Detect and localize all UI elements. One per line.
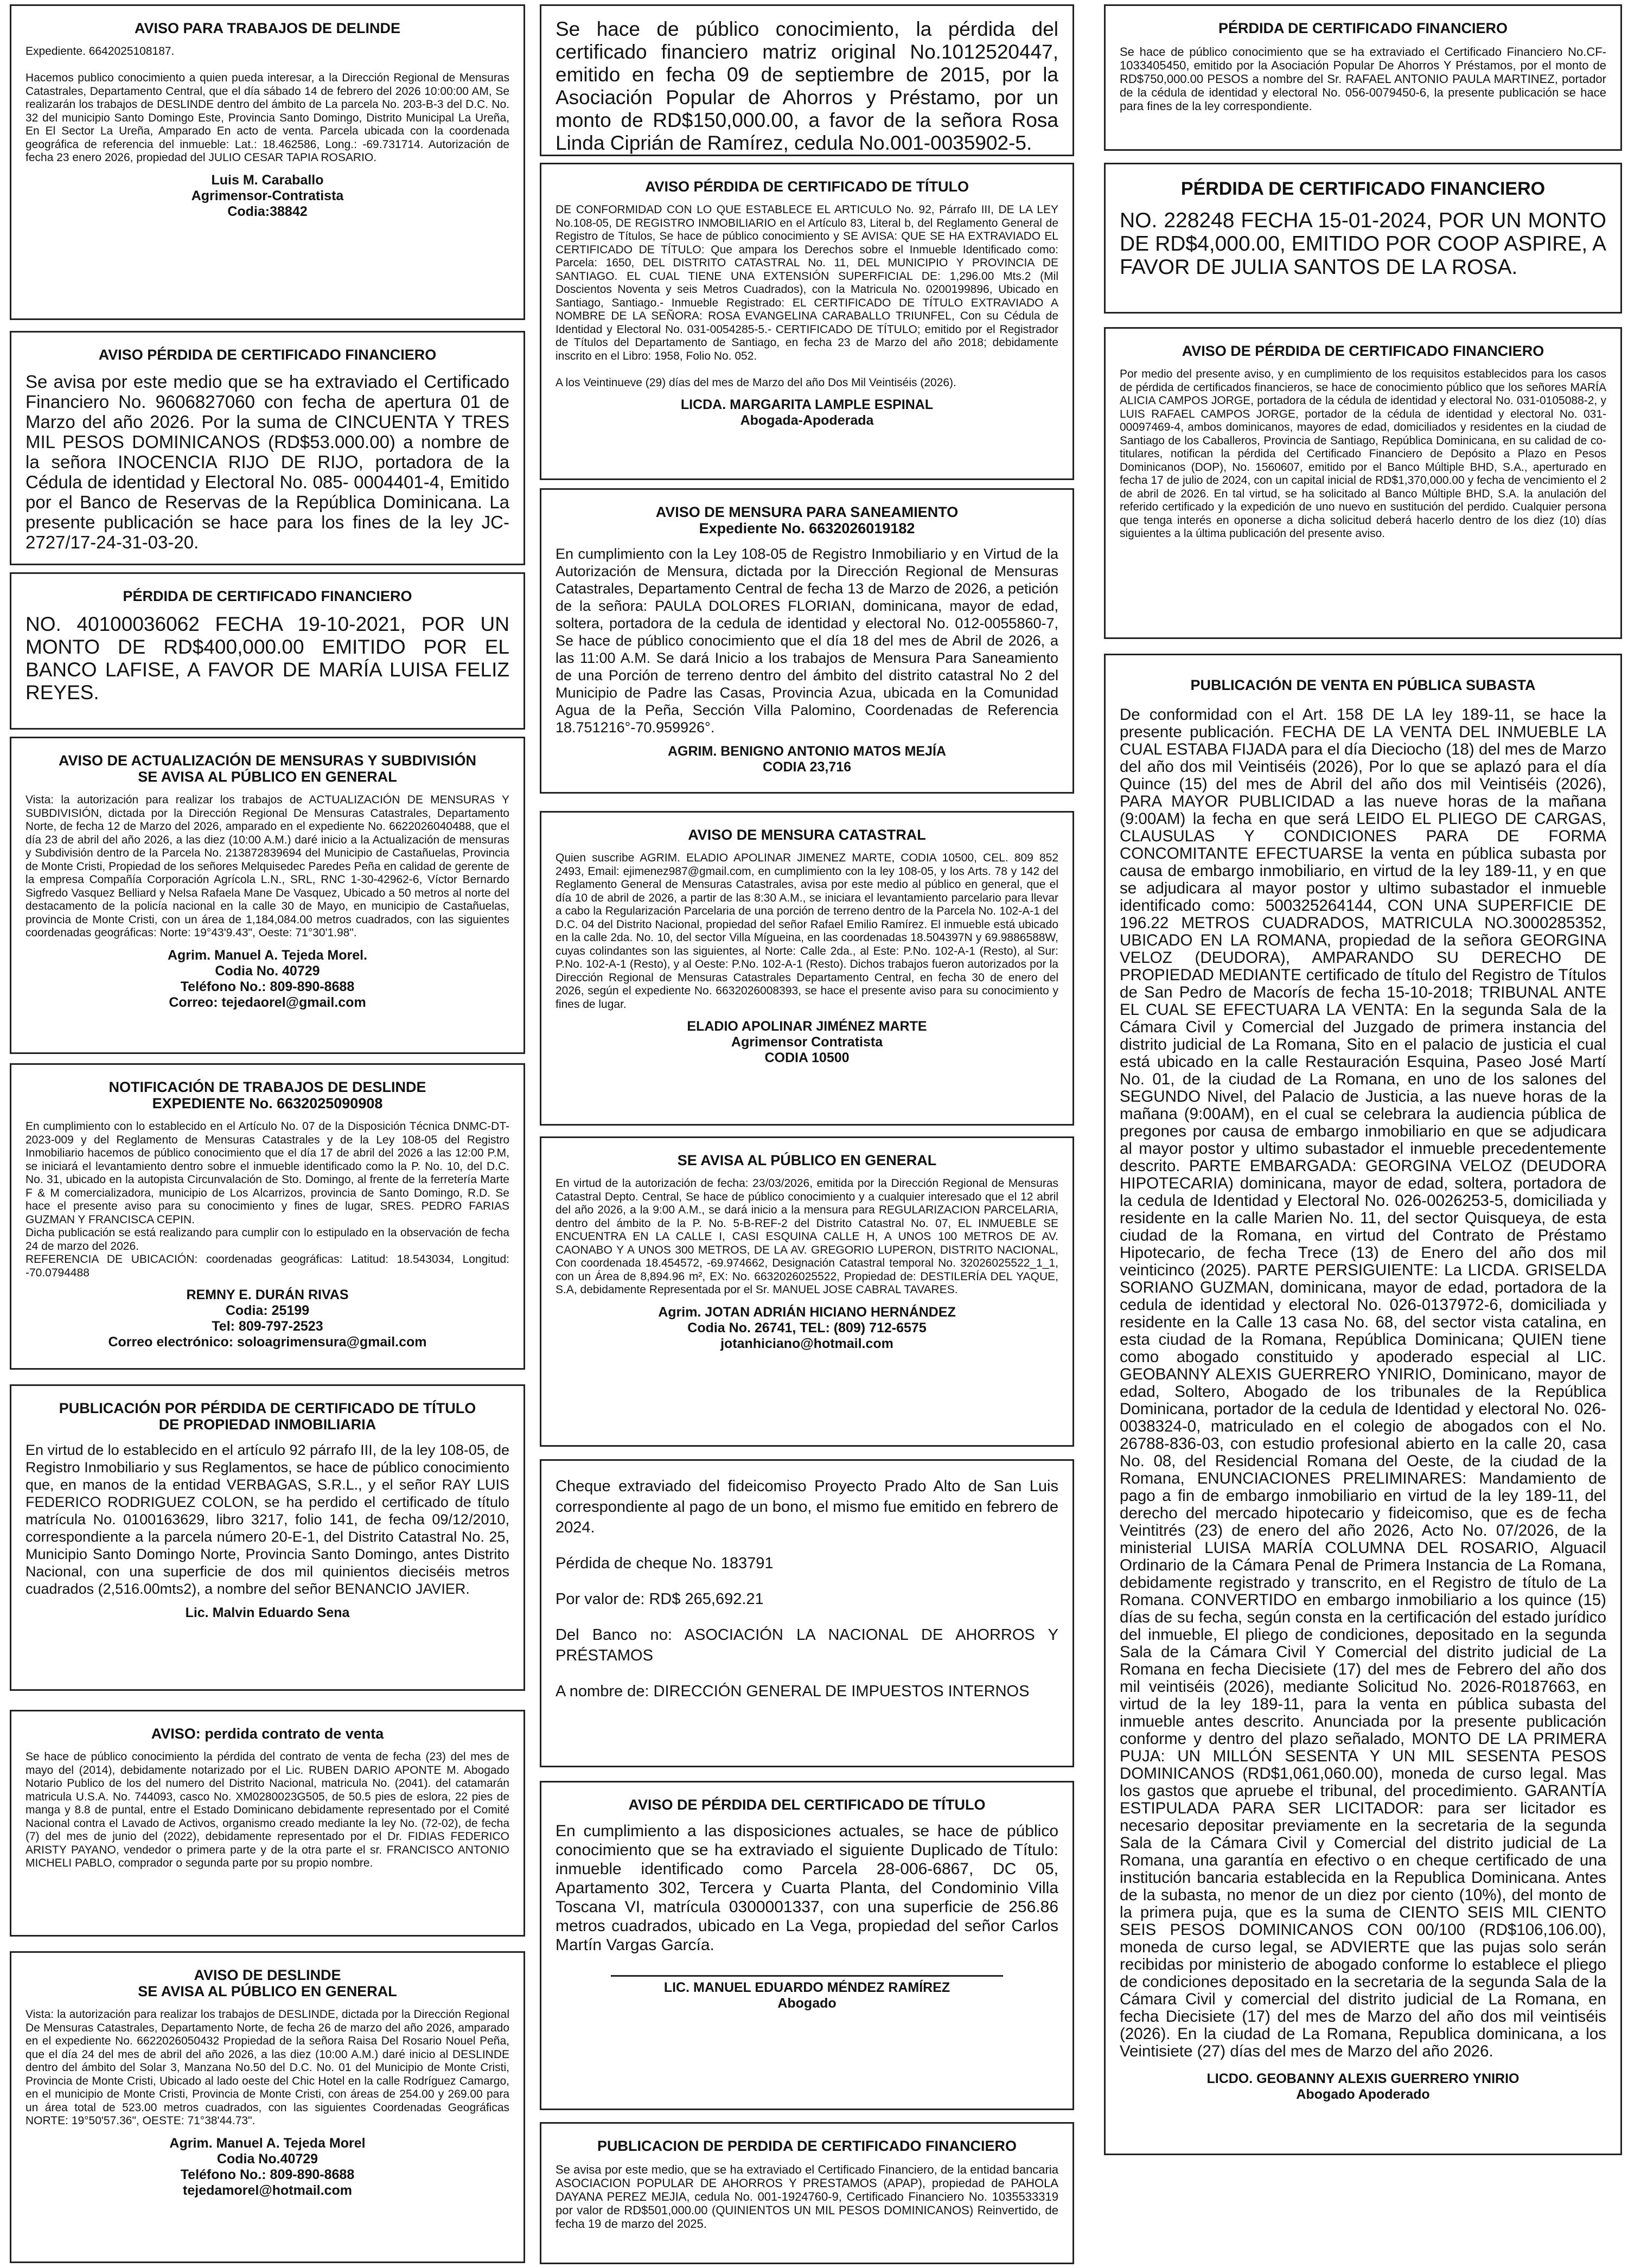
- notice-certificado-coop-aspire: [1104, 163, 1622, 314]
- notice-certificado-inocencia-rijo: [10, 331, 525, 565]
- notice-title: AVISO DE MENSURA PARA SANEAMIENTO Expediente No. 6632026019182: [655, 504, 959, 536]
- notice-title: PUBLICACIÓN POR PÉRDIDA DE CERTIFICADO DE TÍTULO DE PROPIEDAD INMOBILIARIA: [59, 1400, 476, 1433]
- notice-certificado-rosa-linda: [540, 4, 1074, 156]
- notice-certificado-lafise: [10, 572, 525, 730]
- notice-actualizacion-mensuras: [10, 737, 525, 1054]
- notice-signature: Agrim. JOTAN ADRIÁN HICIANO HERNÁNDEZ Codia No. 26741, TEL: (809) 712-6575 jotanhiciano@hotmail.com: [658, 1304, 956, 1351]
- notice-signature: LICDA. MARGARITA LAMPLE ESPINAL Abogada-Apoderada: [680, 397, 934, 428]
- notice-body: NO. 40100036062 FECHA 19-10-2021, POR UN MONTO DE RD$400,000.00 EMITIDO POR EL BANCO LAFISE, A FAVOR DE MARÍA LUISA FELIZ REYES.: [25, 613, 509, 704]
- notice-title: AVISO PARA TRABAJOS DE DELINDE: [134, 20, 401, 36]
- notice-deslinde-expediente-6632025090908: [10, 1063, 525, 1370]
- signature-line: [611, 1975, 1003, 1977]
- notice-body: Se avisa por este medio que se ha extraviado el Certificado Financiero No. 9606827060 con fecha de apertura 01 de Marzo del año 2026. Por la suma de CINCUENTA Y TRES MIL PESOS DOMINICANOS (RD$53.000.00) a nombre de la señora INOCENCIA RIJO DE RIJO, portadora de la Cédula de identidad y Electoral No. 085- 0004401-4, Emitido por el Banco de Reservas de la República Dominicana. La presente publicación se hace para los fines de la ley JC-2727/17-24-31-03-20.: [25, 372, 509, 552]
- notice-body: Expediente. 6642025108187. Hacemos publico conocimiento a quien pueda interesar, a la Dirección Regional de Mensuras Catastrales, Departamento Central, que el día sábado 14 de febrero del 2026 10:00:00 AM, Se realizarán los trabajos de DESLINDE dentro del ámbito de La parcela No. 203-B-3 del D.C. No. 32 del municipio Santo Domingo Este, Provincia Santo Domingo, Distrito Municipal La Ureña, En El Sector La Ureña, Amparado En acto de venta. Parcela ubicada con la coordenada geográfica de referencia del inmueble: Lat.: 18.462586, Long.: -69.731714. Autorización de fecha 23 enero 2026, propiedad del JULIO CESAR TAPIA ROSARIO.: [25, 45, 509, 164]
- notice-perdida-titulo-santiago: [540, 163, 1074, 480]
- notice-title: AVISO DE PÉRDIDA DE CERTIFICADO FINANCIERO: [1182, 343, 1544, 359]
- notice-body: En cumplimiento con lo establecido en el Artículo No. 07 de la Disposición Técnica DNMC-DT-2023-009 y del Reglamento de Mensuras Catastrales y de la Ley 108-05 del Registro Inmobiliario hacemos de público conocimiento que el día 17 de abril del 2026 a las 12:00 P.M, se iniciará el levantamiento dentro sobre el inmueble identificado como la P. No. 10, del D.C. No. 31, ubicado en la autopista Circunvalación de Sto. Domingo, al frente de la ferretería Marte F & M comercializadora, municipio de Los Alcarrizos, provincia de Santo Domingo, R.D. Se hace el presente aviso para su conocimiento y fines de lugar, SRES. PEDRO FARIAS GUZMAN Y FRANCISCA CEPIN. Dicha publicación se está realizando para cumplir con lo estipulado en la observación de fecha 24 de marzo del 2026. REFERENCIA DE UBICACIÓN: coordenadas geográficas: Latitud: 18.543034, Longitud: -70.0794488: [25, 1120, 509, 1279]
- notice-certificado-rafael-paula: [1104, 4, 1622, 151]
- notice-body: Vista: la autorización para realizar los trabajos de DESLINDE, dictada por la Dirección Regional De Mensuras Catastrales, Departamento Norte, de fecha 26 de marzo del año 2026, amparado en el expediente No. 6622026050432 Propiedad de la señora Raisa Del Rosario Nouel Peña, que el día 24 del mes de abril del año 2026, a las diez (10:00 A.M.) daré inicio al DESLINDE dentro del ámbito del Solar 3, Manzana No.50 del D.C. No. 01 del Municipio de Monte Cristi, Provincia de Monte Cristi, Ubicado al lado oeste del Chic Hotel en la calle Rodríguez Camargo, en el municipio de Monte Cristi, Provincia de Monte Cristi, con áreas de 254.00 y 269.00 para un área total de 523.00 metros cuadrados, con las siguientes Coordenadas Geográficas NORTE: 19°50'57.36", OESTE: 71°38'44.73".: [25, 2008, 509, 2127]
- notice-body: Se avisa por este medio, que se ha extraviado el Certificado Financiero, de la entidad bancaria ASOCIACION POPULAR DE AHORROS Y PRESTAMOS (APAP), propiedad de PAHOLA DAYANA PEREZ MEJIA, cedula No. 001-1924760-9, Certificado Financiero No. 1035533319 por valor de RD$501,000.00 (QUINIENTOS UN MIL PESOS DOMINICANOS) Reinvertido, de fecha 19 de marzo del 2025.: [556, 2163, 1058, 2231]
- notice-signature: LICDO. GEOBANNY ALEXIS GUERRERO YNIRIO Abogado Apoderado: [1206, 2071, 1520, 2102]
- notice-regularizacion-parcelaria: [540, 1136, 1074, 1447]
- notice-body: NO. 228248 FECHA 15-01-2024, POR UN MONTO DE RD$4,000.00, EMITIDO POR COOP ASPIRE, A FAVOR DE JULIA SANTOS DE LA ROSA.: [1120, 209, 1606, 279]
- notice-body: Vista: la autorización para realizar los trabajos de ACTUALIZACIÓN DE MENSURAS Y SUBDIVISIÓN, dictada por la Dirección Regional De Mensuras Catastrales, Departamento Norte, de fecha 12 de Marzo del 2026, amparado en el expediente No. 6622026040488, que el día 23 de abril del año 2026, a las diez (10:00 A.M.) daré inicio a la Actualización de mensuras y Subdivisión dentro de la Parcela No. 213872839694 del Municipio de Castañuelas, Provincia de Monte Cristi, Propiedad de los señores Melquisedec Paredes Peña en calidad de gerente de la empresa Compañía Corporación Agrícola L.N., SRL, RNC 1-30-42962-6, Víctor Bernardo Sigfredo Vasquez Belliard y Nelsa Rafaela Mane De Vasquez, Ubicado a 50 metros al norte del destacamento de la policía nacional en la calle 30 de Mayo, en municipio de Castañuelas, provincia de Monte Cristi, con un área de 1,184,084.00 metros cuadrados, con las siguientes coordenadas geográficas: Norte: 19°43'9.43", Oeste: 71°30'1.98".: [25, 794, 509, 939]
- notice-signature: Lic. Malvin Eduardo Sena: [185, 1605, 350, 1620]
- notice-body: En virtud de lo establecido en el artículo 92 párrafo III, de la ley 108-05, de Registro Inmobiliario y sus Reglamentos, se hace de público conocimiento que, en manos de la entidad VERBAGAS, S.R.L., y el señor RAY LUIS FEDERICO RODRIGUEZ COLON, se ha perdido el certificado de título matrícula No. 0100163629, libro 3217, folio 141, de fecha 09/12/2010, correspondiente a la parcela número 20-E-1, del Distrito Catastral No. 25, Municipio Santo Domingo Norte, Provincia Santo Domingo, antes Distrito Nacional, con una superficie de dos mil quinientos dieciséis metros cuadrados (2,516.00mts2), a nombre del señor BENANCIO JAVIER.: [25, 1442, 509, 1597]
- notice-perdida-titulo-la-vega: [540, 1781, 1074, 2110]
- cheque-payee: A nombre de: DIRECCIÓN GENERAL DE IMPUESTOS INTERNOS: [556, 1683, 1030, 1700]
- notice-title: AVISO DE ACTUALIZACIÓN DE MENSURAS Y SUBDIVISIÓN SE AVISA AL PÚBLICO EN GENERAL: [58, 752, 477, 785]
- notice-title: PÉRDIDA DE CERTIFICADO FINANCIERO: [1180, 178, 1546, 199]
- notice-signature: Agrim. Manuel A. Tejeda Morel. Codia No. 40729 Teléfono No.: 809-890-8688 Correo: tejedaorel@gmail.com: [167, 947, 368, 1010]
- notice-signature: Luis M. Caraballo Agrimensor-Contratista Codia:38842: [191, 172, 344, 219]
- cheque-amount: Por valor de: RD$ 265,692.21: [556, 1590, 764, 1608]
- notice-body: Por medio del presente aviso, y en cumplimiento de los requisitos establecidos para los casos de pérdida de certificados financieros, se hace de conocimiento público que los señores MARÍA ALICIA CAMPOS JORGE, portadora de la cédula de identidad y electoral No. 031-0105088-2, y LUIS RAFAEL CAMPOS JORGE, portador de la cédula de identidad y electoral No. 031-00097469-4, ambos dominicanos, mayores de edad, domiciliados y residentes en la ciudad de Santiago de los Caballeros, Provincia de Santiago, República Dominicana, en su calidad de co-titulares, notifican la pérdida del Certificado Financiero de Depósito a Plazo en Pesos Dominicanos (DOP), No. 1560607, emitido por el Banco Múltiple BHD, S.A., aperturado en fecha 17 de julio de 2024, con un capital inicial de RD$1,370,000.00 y fecha de vencimiento el 2 de abril de 2026. En tal virtud, se ha solicitado al Banco Múltiple BHD, S.A. la anulación del referido certificado y la expedición de uno nuevo en sustitución del perdido. Cualquier persona que tenga interés en oponerse a dicha solicitud deberá hacerlo dentro de los diez (10) días siguientes a la última publicación del presente aviso.: [1120, 368, 1606, 540]
- notice-body: De conformidad con el Art. 158 DE LA ley 189-11, se hace la presente publicación. FECHA DE LA VENTA DEL INMUEBLE LA CUAL ESTABA FIJADA para el día Dieciocho (18) del mes de Marzo del año dos mil Veintiséis (2026), Por lo que se aplazó para el día Quince (15) del mes de Abril del año dos mil Veintiséis (2026), PARA MAYOR PUBLICIDAD a las nueve horas de la mañana (9:00AM) la fecha en que será LEIDO EL PLIEGO DE CARGAS, CLAUSULAS Y CONDICIONES PARA DE FORMA CONCOMITANTE EFECTUARSE la venta en pública subasta por causa de embargo inmobiliario, en virtud de la ley 189-11, y en que se adjudicara al mayor postor y ultimo subastador el inmueble identificado como: 500325264144, CON UNA SUPERFICIE DE 196.22 METROS CUADRADOS, MATRICULA NO.3000285352, UBICADO EN LA ROMANA, propiedad de la señora GEORGINA VELOZ (DEUDORA), AMPARANDO SU DERECHO DE PROPIEDAD MEDIANTE certificado de título del Registro de Títulos de San Pedro de Macorís de fecha 15-10-2018; TRIBUNAL ANTE EL CUAL SE EFECTUARA LA VENTA: En la segunda Sala de la Cámara Civil y Comercial del Juzgado de primera instancia del distrito judicial de La Romana, Sito en el palacio de justicia el cual está ubicado en la calle Restauración Esquina, Paseo José Martí No. 01, de la ciudad de La Romana, en uno de los salones del SEGUNDO Nivel, del Palacio de Justicia, a las nueve horas de la mañana (9:00AM), en el cual se celebrara la audiencia pública de pregones por causa de embargo inmobiliario en que se adjudicara al mayor postor y ultimo subastador el inmueble precedentemente descrito. PARTE EMBARGADA: GEORGINA VELOZ (DEUDORA HIPOTECARIA) dominicana, mayor de edad, soltera, portadora de la cedula de Identidad y Electoral No. 026-0026253-5, domiciliada y residente en la calle Marien No. 11, del sector Quisqueya, de esta ciudad de la Romana, en virtud del Contrato de Préstamo Hipotecario, de fecha Trece (13) de Enero del año dos mil veinticinco (2025). PARTE PERSIGUIENTE: La LICDA. GRISELDA SORIANO GUZMAN, dominicana, mayor de edad, portadora de la cedula de identidad y electoral No. 026-0137972-6, domiciliada y residente en la Calle 13 casa No. 68, del sector vista catalina, en esta ciudad de la Romana, República Dominicana; QUIEN tiene como abogado constituido y apoderado especial al LIC. GEOBANNY ALEXIS GUERRERO YNIRIO, Dominicano, mayor de edad, Soltero, Abogado de los tribunales de la República Dominicana, portador de la cedula de Identidad y electoral No. 026-0038324-0, matriculado en el colegio de abogados con el No. 26788-836-03, con estudio profesional abierto en la calle 20, casa No. 08, del Residencial Romana del Oeste, de la ciudad de la Romana, ENUNCIACIONES PRELIMINARES: Mandamiento de pago a fin de embargo inmobiliario en virtud de la ley 189-11, del derecho del mercado hipotecario y fideicomiso, que es de fecha Veintitrés (23) de enero del año 2026, Acto No. 07/2026, de la ministerial LUISA MARÍA COLUMNA DEL ROSARIO, Alguacil Ordinario de la Cámara Penal de Primera Instancia de La Romana, debidamente registrado y transcrito, en el Registro de título de La Romana. CONVERTIDO en embargo inmobiliario a los quince (15) días de su fecha, según consta en la certificación del estado jurídico del inmueble, El pliego de condiciones, depositado en la segunda Sala de la Cámara Civil Y Comercial del distrito judicial de La Romana en fecha Diecisiete (17) del mes de Febrero del año dos mil veintiséis (2026), mediante Solicitud No. 2026-R0187663, en virtud de la ley 189-11, para la venta en pública subasta del inmueble antes descrito. Anunciada por la presente publicación conforme y dentro del plazo señalado, MONTO DE LA PRIMERA PUJA: UN MILLÓN SESENTA Y UN MIL SESENTA PESOS DOMINICANOS (RD$1,061,060.00), moneda de curso legal. Mas los gastos que apruebe el tribunal, del procedimiento. GARANTÍA ESTIPULADA PARA SER LICITADOR: para ser licitador es necesario depositar previamente en la secretaria de la segunda Sala de la Cámara Civil y Comercial del distrito judicial de La Romana, una garantía en efectivo o en cheque certificado de una institución bancaria establecida en la Republica Dominicana. Antes de la subasta, no menor de un diez por ciento (10%), del monto de la primera puja, que es la suma de CIENTO SEIS MIL CIENTO SEIS PESOS DOMINICANOS CON 00/100 (RD$106,106.00), moneda de curso legal, se ADVIERTE que las pujas solo serán recibidas por ministerio de abogado conforme lo establece el pliego de condiciones depositado en la secretaria de la segunda Sala de la Cámara Civil y comercial del distrito judicial de La Romana, en fecha Diecisiete (17) del mes de Marzo del año dos mil veintiséis (2026). En la ciudad de La Romana, Republica dominicana, a los Veintisiete (27) días del mes de Marzo del año 2026.: [1120, 706, 1606, 2060]
- notice-perdida-contrato-venta: [10, 1710, 525, 1937]
- notice-title: PUBLICACION DE PERDIDA DE CERTIFICADO FINANCIERO: [597, 2138, 1017, 2154]
- notice-perdida-titulo-verbagas: [10, 1384, 525, 1691]
- notice-title: PÉRDIDA DE CERTIFICADO FINANCIERO: [1218, 20, 1508, 36]
- notice-body: DE CONFORMIDAD CON LO QUE ESTABLECE EL ARTICULO No. 92, Párrafo III, DE LA LEY No.108-05, DE REGISTRO INMOBILIARIO en el Artículo 83, Literal b, del Reglamento General de Registro de Títulos, Se hace de público conocimiento y SE AVISA: QUE SE HA EXTRAVIADO EL CERTIFICADO DE TÍTULO: Que ampara los Derechos sobre el Inmueble Identificado como: Parcela: 1650, DEL DISTRITO CATASTRAL No. 11, DEL MUNICIPIO Y PROVINCIA DE SANTIAGO. EL CUAL TIENE UNA EXTENSIÓN SUPERFICIAL DE: 1,296.00 Mts.2 (Mil Doscientos Noventa y seis Metros Cuadrados), con la Matricula No. 0200199896, Ubicado en Santiago, Santiago.- Inmueble Registrado: EL CERTIFICADO DE TÍTULO EXTRAVIADO A NOMBRE DE LA SEÑORA: ROSA EVANGELINA CARABALLO TRIUNFEL, Con su Cédula de Identidad y Electoral No. 031-0054285-5.- CERTIFICADO DE TÍTULO; emitido por el Registrador de Títulos del Departamento de Santiago, en fecha 23 de Marzo del año 2018; debidamente inscrito en el Libro: 1958, Folio No. 052. A los Veintinueve (29) días del mes de Marzo del año Dos Mil Veintiséis (2026).: [556, 203, 1058, 389]
- notice-venta-publica-subasta: [1104, 654, 1622, 2155]
- cheque-description: Cheque extraviado del fideicomiso Proyecto Prado Alto de San Luis correspondiente al pago de un bono, el mismo fue emitido en febrero de 2024.: [556, 1478, 1058, 1536]
- cheque-number: Pérdida de cheque No. 183791: [556, 1555, 774, 1572]
- notice-title: AVISO PÉRDIDA DE CERTIFICADO FINANCIERO: [98, 347, 437, 363]
- notice-certificado-bhd: [1104, 327, 1622, 639]
- notice-body: En cumplimiento con la Ley 108-05 de Registro Inmobiliario y en Virtud de la Autorización de Mensura, dictada por la Dirección Regional de Mensuras Catastrales, Departamento Central de fecha 13 de Marzo de 2026, a petición de la señora: PAULA DOLORES FLORIAN, dominicana, mayor de edad, soltera, portadora de la cedula de identidad y electoral No. 012-0055860-7, Se hace de público conocimiento que el día 18 del mes de Abril de 2026, a las 11:00 A.M. Se dará Inicio a los trabajos de Mensura Para Saneamiento de una Porción de terreno dentro del ámbito del distrito catastral No 2 del Municipio de Padre las Casas, Provincia Azua, ubicada en la Comunidad Agua de la Peña, Sección Villa Palomino, Coordenadas de Referencia 18.751216°-70.959926°.: [556, 546, 1058, 736]
- notice-signature: Agrim. Manuel A. Tejeda Morel Codia No.40729 Teléfono No.: 809-890-8688 tejedamorel@hotmail.com: [169, 2135, 366, 2198]
- notice-title: AVISO PÉRDIDA DE CERTIFICADO DE TÍTULO: [644, 178, 969, 195]
- notice-title: SE AVISA AL PÚBLICO EN GENERAL: [677, 1152, 937, 1168]
- notice-body: Quien suscribe AGRIM. ELADIO APOLINAR JIMENEZ MARTE, CODIA 10500, CEL. 809 852 2493, Email: ejimenez987@gmail.com, en cumplimiento con la ley 108-05, y los Arts. 78 y 142 del Reglamento General de Mensuras Catastrales, avisa por este medio al público en general, que el día 10 de abril de 2026, a partir de las 8:30 A.M., se iniciara el levantamiento parcelario para llevar a cabo la Regularización Parcelaria de una porción de terreno dentro de la Parcela No. 102-A-1 del D.C. 04 del Distrito Nacional, propiedad del señor Rafael Emilio Ramírez. El inmueble está ubicado en la calle 2da. No. 10, del sector Villa Mígueina, en las coordenadas 18.504397N y 69.9886588W, cuyas colindantes son las siguientes, al Norte: Calle 2da., al Este: P.No. 102-A-1 (Resto), al Sur: P.No. 102-A-1 (Resto), y al Oeste: P.No. 102-A-1 (Resto). Dichos trabajos fueron autorizados por la Dirección Regional de Mensuras Catastrales Departamento Central, en fecha 30 de enero del 2026, según el expediente No. 6632026008393, se hace el presente aviso para su conocimiento y fines de lugar.: [556, 852, 1058, 1011]
- notice-signature: REMNY E. DURÁN RIVAS Codia: 25199 Tel: 809-797-2523 Correo electrónico: soloagrimensura@gmail.com: [108, 1287, 427, 1350]
- notice-signature: LIC. MANUEL EDUARDO MÉNDEZ RAMÍREZ Abogado: [663, 1980, 950, 2011]
- notice-title: AVISO DE DESLINDE SE AVISA AL PÚBLICO EN GENERAL: [138, 1967, 397, 1999]
- notice-delinde-la-urena: [10, 4, 525, 320]
- notice-title: PUBLICACIÓN DE VENTA EN PÚBLICA SUBASTA: [1190, 677, 1536, 693]
- notice-body: En virtud de la autorización de fecha: 23/03/2026, emitida por la Dirección Regional de Mensuras Catastral Depto. Central, Se hace de público conocimiento y a cualquier interesado que el 12 abril del año 2026, a la 9:00 A.M., se dará inicio a la mensura para REGULARIZACION PARCELARIA, dentro del ámbito de la P. No. 5-B-REF-2 del Distrito Catastral No. 07, EL INMUEBLE SE ENCUENTRA EN LA CALLE I, CASI ESQUINA CALLE H, A UNOS 100 METROS DE AV. CAONABO Y A UNOS 300 METROS, DE LA AV. GREGORIO LUPERON, DISTRITO NACIONAL, Con coordenada 18.454572, -69.974662, Designación Catastral temporal No. 32026025522_1_1, con un Área de 8,894.96 m², EX: No. 6632026025522, Propiedad de: DESTILERÍA DEL YAQUE, S.A, debidamente Representada por el Sr. MANUEL JOSE CABRAL TAVARES.: [556, 1177, 1058, 1296]
- notice-mensura-catastral: [540, 811, 1074, 1126]
- notice-cheque-extraviado: [540, 1459, 1074, 1767]
- notice-deslinde-monte-cristi: [10, 1951, 525, 2263]
- notice-body: Se hace de público conocimiento la pérdida del contrato de venta de fecha (23) del mes de mayo del (2014), debidamente notarizado por el Lic. RUBEN DARIO APONTE M. Abogado Notario Publico de los del numero del Distrito Nacional, matricula No. (2041). del catamarán matricula U.S.A. No. 744093, casco No. XM0280023G505, de 50.5 pies de eslora, 22 pies de manga y 8.8 de puntal, entre el Estado Dominicano debidamente representado por el Comité Nacional contra el Lavado de Activos, organismo creado mediante la ley No. (72-02), de fecha (7) del mes de junio del (2022), debidamente representado por el Dr. FIDIAS FEDERICO ARISTY PAYANO, vendedor o primera parte y de la otra parte el sr. FRANCISCO ANTONIO MICHELI PABLO, comprador o segunda parte por su propio nombre.: [25, 1750, 509, 1869]
- notice-certificado-apap: [540, 2122, 1074, 2264]
- notice-body: Se hace de público conocimiento que se ha extraviado el Certificado Financiero No.CF-1033405450, emitido por la Asociación Popular De Ahorros Y Préstamos, por el monto de RD$750,000.00 PESOS a nombre del Sr. RAFAEL ANTONIO PAULA MARTINEZ, portador de la cédula de identidad y electoral No. 056-0079450-6, la presente publicación se hace para fines de la ley correspondiente.: [1120, 45, 1606, 113]
- notice-body: Se hace de público conocimiento, la pérdida del certificado financiero matriz original No.1012520447, emitido en fecha 09 de septiembre de 2015, por la Asociación Popular de Ahorros y Préstamo, por un monto de RD$150,000.00, a favor de la señora Rosa Linda Ciprián de Ramírez, cedula No.001-0035902-5.: [556, 18, 1058, 154]
- notice-title: AVISO DE PÉRDIDA DEL CERTIFICADO DE TÍTULO: [628, 1797, 986, 1813]
- notice-title: AVISO DE MENSURA CATASTRAL: [688, 827, 926, 843]
- notice-title: AVISO: perdida contrato de venta: [151, 1726, 384, 1742]
- notice-signature: ELADIO APOLINAR JIMÉNEZ MARTE Agrimensor Contratista CODIA 10500: [687, 1019, 927, 1065]
- notice-signature: AGRIM. BENIGNO ANTONIO MATOS MEJÍA CODIA 23,716: [668, 744, 946, 775]
- notice-title: NOTIFICACIÓN DE TRABAJOS DE DESLINDE EXPEDIENTE No. 6632025090908: [108, 1079, 426, 1111]
- notice-mensura-saneamiento: [540, 488, 1074, 794]
- notice-body: En cumplimiento a las disposiciones actuales, se hace de público conocimiento que se ha extraviado el siguiente Duplicado de Título: inmueble identificado como Parcela 28-006-6867, DC 05, Apartamento 302, Tercera y Cuarta Planta, del Condominio Villa Toscana VI, matrícula 0300001337, con una superficie de 256.86 metros cuadrados, ubicado en La Vega, propiedad del señor Carlos Martín Vargas García.: [556, 1822, 1058, 1954]
- cheque-bank: Del Banco no: ASOCIACIÓN LA NACIONAL DE AHORROS Y PRÉSTAMOS: [556, 1626, 1058, 1664]
- notice-title: PÉRDIDA DE CERTIFICADO FINANCIERO: [123, 588, 412, 604]
